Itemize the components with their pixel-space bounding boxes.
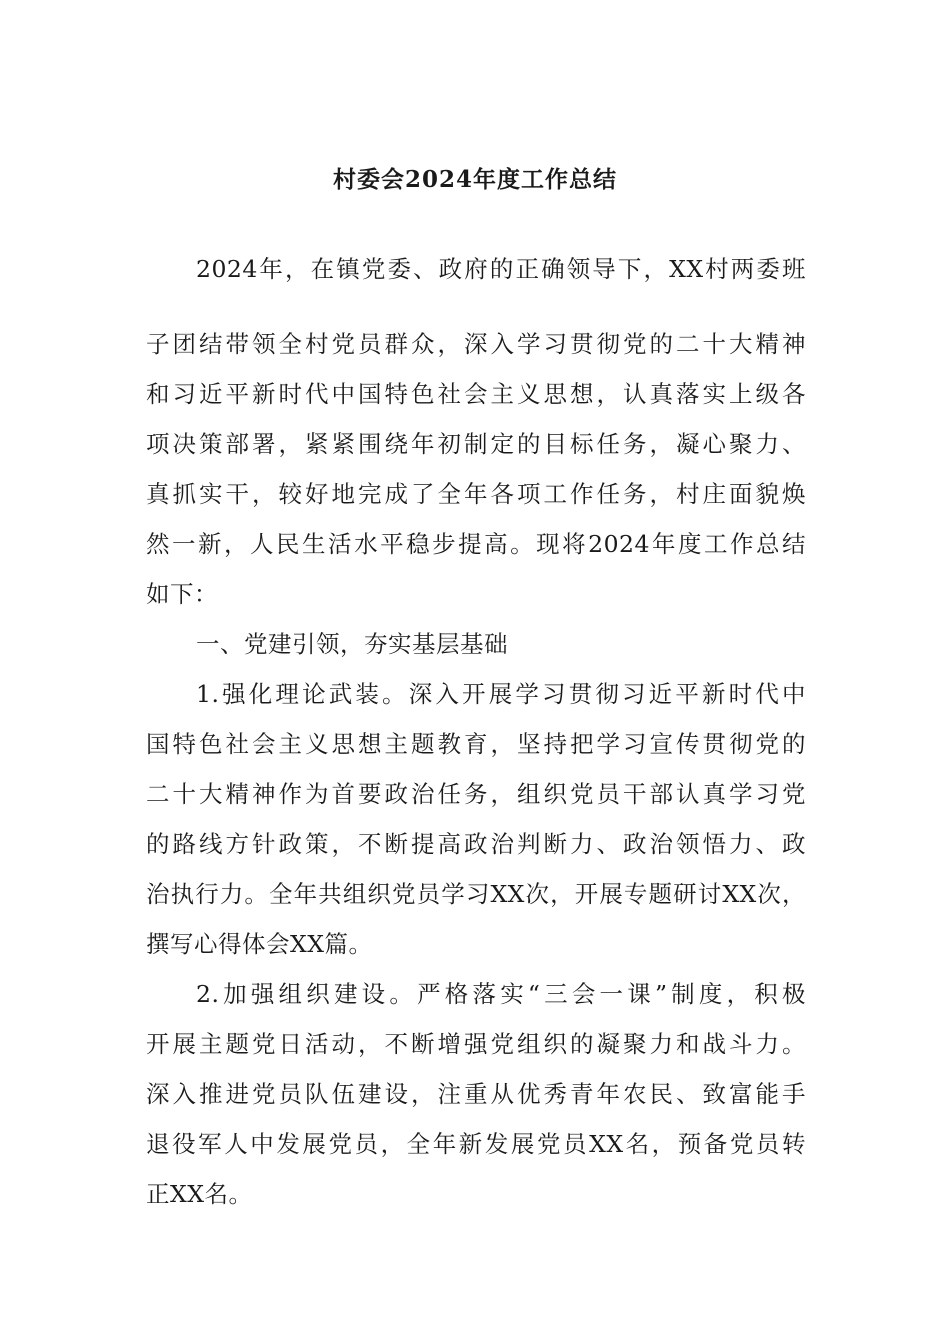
paragraph-line: 项决策部署，紧紧围绕年初制定的目标任务，凝心聚力、 bbox=[146, 430, 806, 458]
paragraph-line: 开展主题党日活动，不断增强党组织的凝聚力和战斗力。 bbox=[146, 1030, 806, 1058]
paragraph-line: 的路线方针政策，不断提高政治判断力、政治领悟力、政 bbox=[146, 830, 806, 858]
paragraph-line: 2024年，在镇党委、政府的正确领导下，XX村两委班 bbox=[196, 255, 806, 283]
paragraph-line: 国特色社会主义思想主题教育，坚持把学习宣传贯彻党的 bbox=[146, 730, 806, 758]
document-title: 村委会2024年度工作总结 bbox=[332, 166, 617, 193]
paragraph-line: 真抓实干，较好地完成了全年各项工作任务，村庄面貌焕 bbox=[146, 480, 806, 508]
paragraph-line: 1.强化理论武装。深入开展学习贯彻习近平新时代中 bbox=[196, 680, 806, 708]
paragraph-line: 和习近平新时代中国特色社会主义思想，认真落实上级各 bbox=[146, 380, 806, 408]
paragraph-line: 子团结带领全村党员群众，深入学习贯彻党的二十大精神 bbox=[146, 330, 806, 358]
paragraph-line: 正XX名。 bbox=[146, 1180, 253, 1208]
paragraph-line: 撰写心得体会XX篇。 bbox=[146, 930, 373, 958]
paragraph-line: 然一新，人民生活水平稳步提高。现将2024年度工作总结 bbox=[146, 530, 806, 558]
paragraph-line: 退役军人中发展党员，全年新发展党员XX名，预备党员转 bbox=[146, 1130, 806, 1158]
section-heading: 一、党建引领，夯实基层基础 bbox=[196, 630, 508, 658]
paragraph-line: 治执行力。全年共组织党员学习XX次，开展专题研讨XX次， bbox=[146, 880, 806, 908]
paragraph-line: 深入推进党员队伍建设，注重从优秀青年农民、致富能手 bbox=[146, 1080, 806, 1108]
paragraph-line: 如下： bbox=[146, 580, 218, 608]
paragraph-line: 2.加强组织建设。严格落实“三会一课”制度，积极 bbox=[196, 980, 806, 1008]
paragraph-line: 二十大精神作为首要政治任务，组织党员干部认真学习党 bbox=[146, 780, 806, 808]
